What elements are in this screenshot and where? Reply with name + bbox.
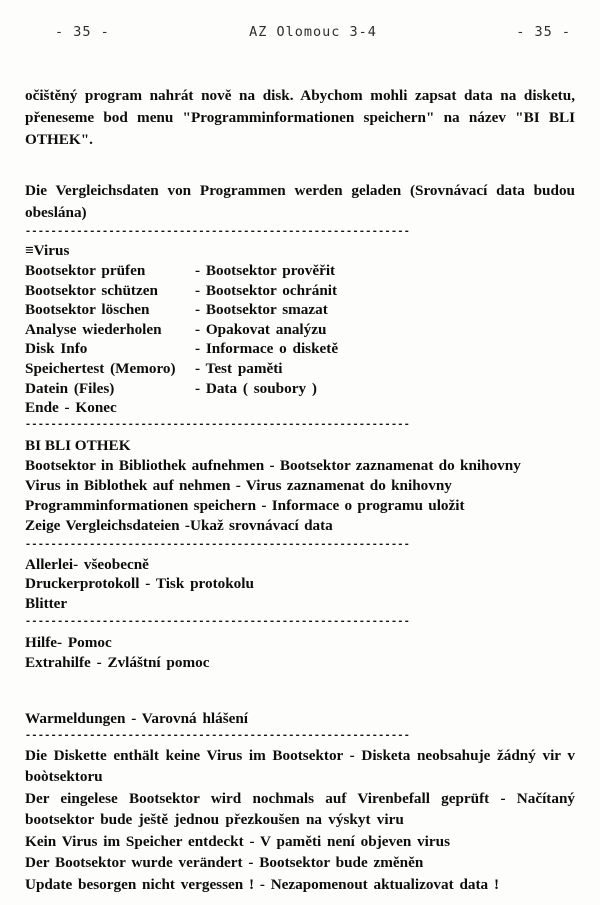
menu-item-de: Bootsektor prüfen <box>25 262 146 279</box>
hilfe-line: Hilfe- Pomoc <box>25 633 112 651</box>
allerlei-line: Druckerprotokoll - Tisk protokolu <box>25 575 254 593</box>
menu-item-cz: - Bootsektor ochránit <box>195 281 338 299</box>
menu-item-cz: - Data ( soubory ) <box>195 379 317 397</box>
divider-line: ------------------------------------------------------------ <box>25 538 411 550</box>
menu-item-cz: - Informace o disketě <box>195 340 339 358</box>
warnings-title: Warmeldungen - Varovná hlášení <box>25 709 249 727</box>
menu-row <box>25 320 575 340</box>
menu-row <box>25 281 575 301</box>
menu-item-de: Datein (Files) <box>25 379 115 397</box>
hilfe-section <box>25 633 575 674</box>
allerlei-line: Blitter <box>25 594 68 612</box>
divider-line: ------------------------------------------------------------ <box>25 615 411 627</box>
menu-item-cz: - Opakovat analýzu <box>195 320 327 338</box>
menu-item-de: Analyse wiederholen <box>25 320 162 338</box>
warnings-section <box>25 745 575 896</box>
warning-line: Kein Virus im Speicher entdeckt - V paměti není objeven virus <box>25 832 451 850</box>
menu-row <box>25 379 575 399</box>
warning-line: Der Bootsektor wurde verändert - Bootsektor bude změněn <box>25 854 424 872</box>
loading-note: Die Vergleichsdaten von Programmen werden geladen (Srovnávací data budou obeslána) <box>25 182 575 221</box>
bibliothek-lines <box>25 456 575 536</box>
menu-row <box>25 300 575 320</box>
bibliothek-line: Programminformationen speichern - Informace o programu uložit <box>25 496 465 514</box>
menu-row <box>25 359 575 379</box>
virus-section-title: ≡Virus <box>25 242 70 259</box>
page-number-left: - 35 - <box>55 24 110 40</box>
virus-section <box>25 241 575 418</box>
page-header <box>25 24 575 40</box>
menu-item-de: Disk Info <box>25 340 88 358</box>
bibliothek-title: BI BLI OTHEK <box>25 436 131 454</box>
menu-item-de: Speichertest (Memoro) <box>25 359 176 377</box>
divider-line: ------------------------------------------------------------ <box>25 226 411 237</box>
menu-item-cz: - Test paměti <box>195 359 283 377</box>
warning-line: Update besorgen nicht vergessen ! - Nezapomenout aktualizovat data ! <box>25 875 500 893</box>
hilfe-line: Extrahilfe - Zvláštní pomoc <box>25 654 210 672</box>
bibliothek-line: Virus in Biblothek auf nehmen - Virus zaznamenat do knihovny <box>25 476 452 494</box>
menu-row <box>25 339 575 359</box>
virus-menu <box>25 261 575 418</box>
menu-item-cz: - Bootsektor prověřit <box>195 262 336 279</box>
page-number-right: - 35 - <box>516 24 571 40</box>
menu-item-de: Bootsektor löschen <box>25 301 150 319</box>
menu-item-cz: - Bootsektor smazat <box>195 301 328 319</box>
warning-paragraph: Der eingelese Bootsektor wird nochmals auf Virenbefall geprüft - Načítaný bootsektor bude ještě jednou přezkoušen na výskyt viru <box>25 789 575 829</box>
warning-paragraph: Die Diskette enthält keine Virus im Bootsektor - Disketa neobsahuje žádný vir v boòtsektoru <box>25 746 575 786</box>
bibliothek-section <box>25 436 575 536</box>
journal-title: AZ Olomouc 3-4 <box>249 24 377 40</box>
intro-paragraph: očištěný program nahrát nově na disk. Abychom mohli zapsat data na disketu, přeneseme bod menu "Programminformationen speichern" na název "BI BLI OTHEK". <box>25 87 575 148</box>
menu-item-de: Bootsektor schützen <box>25 281 158 299</box>
bibliothek-line: Bootsektor in Bibliothek aufnehmen - Bootsektor zaznamenat do knihovny <box>25 456 521 474</box>
menu-ende-line: Ende - Konec <box>25 399 117 417</box>
bibliothek-line: Zeige Vergleichsdateien -Ukaž srovnávací data <box>25 516 333 534</box>
divider-line: ------------------------------------------------------------ <box>25 729 411 741</box>
allerlei-line: Allerlei- všeobecně <box>25 555 149 573</box>
allerlei-section <box>25 555 575 614</box>
menu-row <box>25 261 575 281</box>
divider-line: ------------------------------------------------------------ <box>25 418 411 430</box>
